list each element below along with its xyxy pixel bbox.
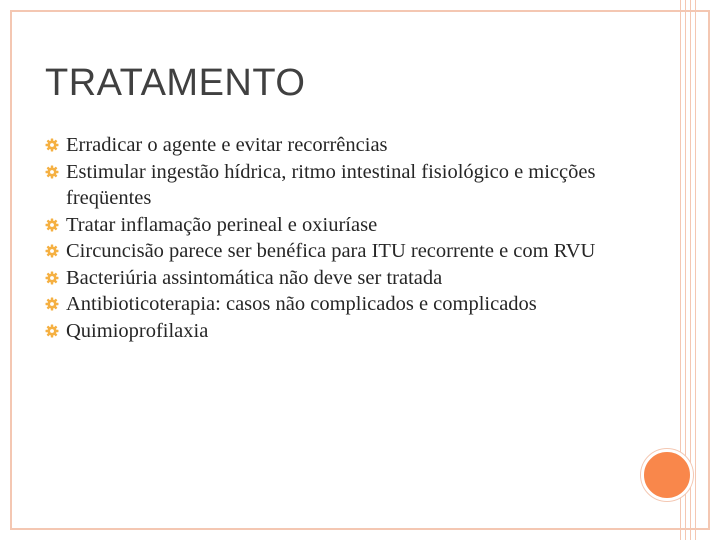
gear-bullet-icon [45,138,59,152]
bullet-item [45,159,645,212]
bullet-text: Estimular ingestão hídrica, ritmo intestinal fisiológico e micções freqüentes [66,160,596,209]
gear-bullet-icon [45,218,59,232]
gear-bullet-icon [45,271,59,285]
decorative-line [690,0,691,540]
bullet-item [45,212,645,239]
gear-bullet-icon [45,165,59,179]
bullet-item [45,291,645,318]
decorative-line [695,0,696,540]
bullet-item [45,238,645,265]
decorative-orange-circle [641,449,693,501]
bullet-item [45,265,645,292]
bullet-list [45,132,645,344]
bullet-item [45,132,645,159]
bullet-text: Quimioprofilaxia [66,319,209,342]
bullet-text: Circuncisão parece ser benéfica para ITU recorrente e com RVU [66,240,596,262]
bullet-text: Bacteriúria assintomática não deve ser tratada [66,266,443,289]
gear-bullet-icon [45,244,59,258]
bullet-text: Erradicar o agente e evitar recorrências [66,134,388,156]
gear-bullet-icon [45,324,59,338]
slide-title: TRATAMENTO [45,62,306,104]
bullet-text: Tratar inflamação perineal e oxiuríase [66,213,378,236]
gear-bullet-icon [45,297,59,311]
bullet-text: Antibioticoterapia: casos não complicados e complicados [66,293,537,315]
bullet-item [45,318,645,345]
